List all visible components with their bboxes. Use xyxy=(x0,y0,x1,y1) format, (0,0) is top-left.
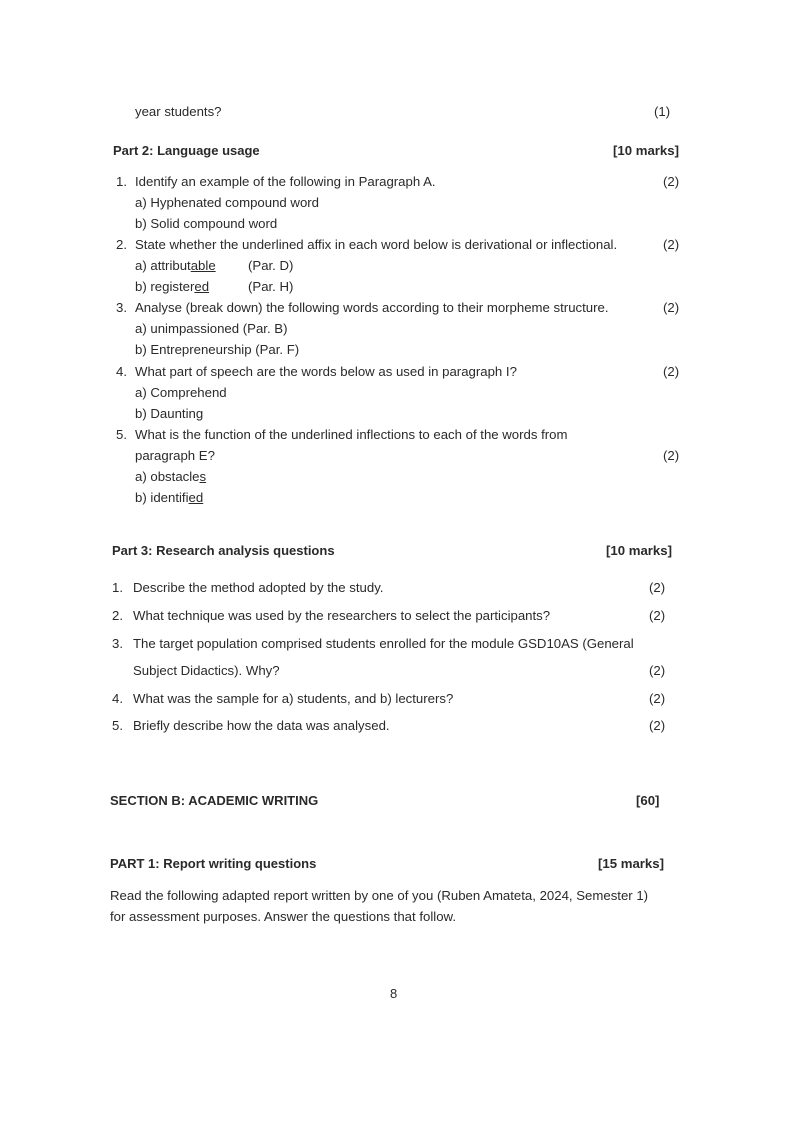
q5-text-cont: paragraph E? xyxy=(135,448,215,463)
p3-q5-text: Briefly describe how the data was analysed. xyxy=(133,718,390,733)
q4-number: 4. xyxy=(116,364,127,379)
q4-text: What part of speech are the words below as used in paragraph I? xyxy=(135,364,517,379)
q4-option-b: b) Daunting xyxy=(135,406,204,421)
q3-marks: (2) xyxy=(663,300,680,315)
q1-option-b: b) Solid compound word xyxy=(135,216,278,231)
q5-text: What is the function of the underlined inflections to each of the words from xyxy=(135,427,568,442)
p3-q4-number: 4. xyxy=(112,691,123,706)
q3-text: Analyse (break down) the following words according to their morpheme structure. xyxy=(135,300,609,315)
q2-option-a xyxy=(135,258,216,274)
part3-heading: Part 3: Research analysis questions xyxy=(112,543,335,558)
q5-b-word: b) identifi xyxy=(135,490,189,505)
q2-a-affix: able xyxy=(190,258,216,273)
part1b-total: [15 marks] xyxy=(598,856,664,871)
page-number: 8 xyxy=(390,986,398,1001)
q2-b-word: b) register xyxy=(135,279,195,294)
q5-number: 5. xyxy=(116,427,127,442)
q1-marks: (2) xyxy=(663,174,680,189)
q4-option-a: a) Comprehend xyxy=(135,385,227,400)
instructions-line-1: Read the following adapted report written by one of you (Ruben Amateta, 2024, Semester 1) xyxy=(110,888,649,903)
p3-q2-number: 2. xyxy=(112,608,123,623)
carryover-text: year students? xyxy=(135,104,222,119)
q5-marks: (2) xyxy=(663,448,680,463)
p3-q3-text: The target population comprised students enrolled for the module GSD10AS (General xyxy=(133,636,634,651)
q5-a-word: a) obstacle xyxy=(135,469,200,484)
part2-total: [10 marks] xyxy=(613,143,679,158)
q1-number: 1. xyxy=(116,174,127,189)
q1-text: Identify an example of the following in Paragraph A. xyxy=(135,174,436,189)
p3-q1-number: 1. xyxy=(112,580,123,595)
p3-q1-text: Describe the method adopted by the study. xyxy=(133,580,384,595)
p3-q3-marks: (2) xyxy=(649,663,666,678)
q3-option-a: a) unimpassioned (Par. B) xyxy=(135,321,288,336)
carryover-marks: (1) xyxy=(654,104,671,119)
q2-marks: (2) xyxy=(663,237,680,252)
p3-q4-marks: (2) xyxy=(649,691,666,706)
q3-number: 3. xyxy=(116,300,127,315)
section-b-heading: SECTION B: ACADEMIC WRITING xyxy=(110,793,319,808)
q2-a-ref: (Par. D) xyxy=(248,258,294,273)
q5-b-inflection: ed xyxy=(188,490,204,505)
p3-q5-number: 5. xyxy=(112,718,123,733)
p3-q1-marks: (2) xyxy=(649,580,666,595)
p3-q5-marks: (2) xyxy=(649,718,666,733)
section-b-total: [60] xyxy=(636,793,660,808)
q2-b-ref: (Par. H) xyxy=(248,279,294,294)
q2-text: State whether the underlined affix in each word below is derivational or inflectional. xyxy=(135,237,618,252)
p3-q2-marks: (2) xyxy=(649,608,666,623)
q2-number: 2. xyxy=(116,237,127,252)
part3-total: [10 marks] xyxy=(606,543,672,558)
q4-marks: (2) xyxy=(663,364,680,379)
p3-q4-text: What was the sample for a) students, and b) lecturers? xyxy=(133,691,454,706)
q5-option-a xyxy=(135,469,206,485)
p3-q3-text-cont: Subject Didactics). Why? xyxy=(133,663,280,678)
q2-b-affix: ed xyxy=(194,279,210,294)
q3-option-b: b) Entrepreneurship (Par. F) xyxy=(135,342,300,357)
q2-a-word: a) attribut xyxy=(135,258,191,273)
instructions-line-2: for assessment purposes. Answer the questions that follow. xyxy=(110,909,456,924)
p3-q3-number: 3. xyxy=(112,636,123,651)
q5-option-b xyxy=(135,490,203,506)
p3-q2-text: What technique was used by the researchers to select the participants? xyxy=(133,608,551,623)
part1b-heading: PART 1: Report writing questions xyxy=(110,856,317,871)
part2-heading: Part 2: Language usage xyxy=(113,143,260,158)
q1-option-a: a) Hyphenated compound word xyxy=(135,195,320,210)
q2-option-b xyxy=(135,279,209,295)
q5-a-inflection: s xyxy=(199,469,207,484)
